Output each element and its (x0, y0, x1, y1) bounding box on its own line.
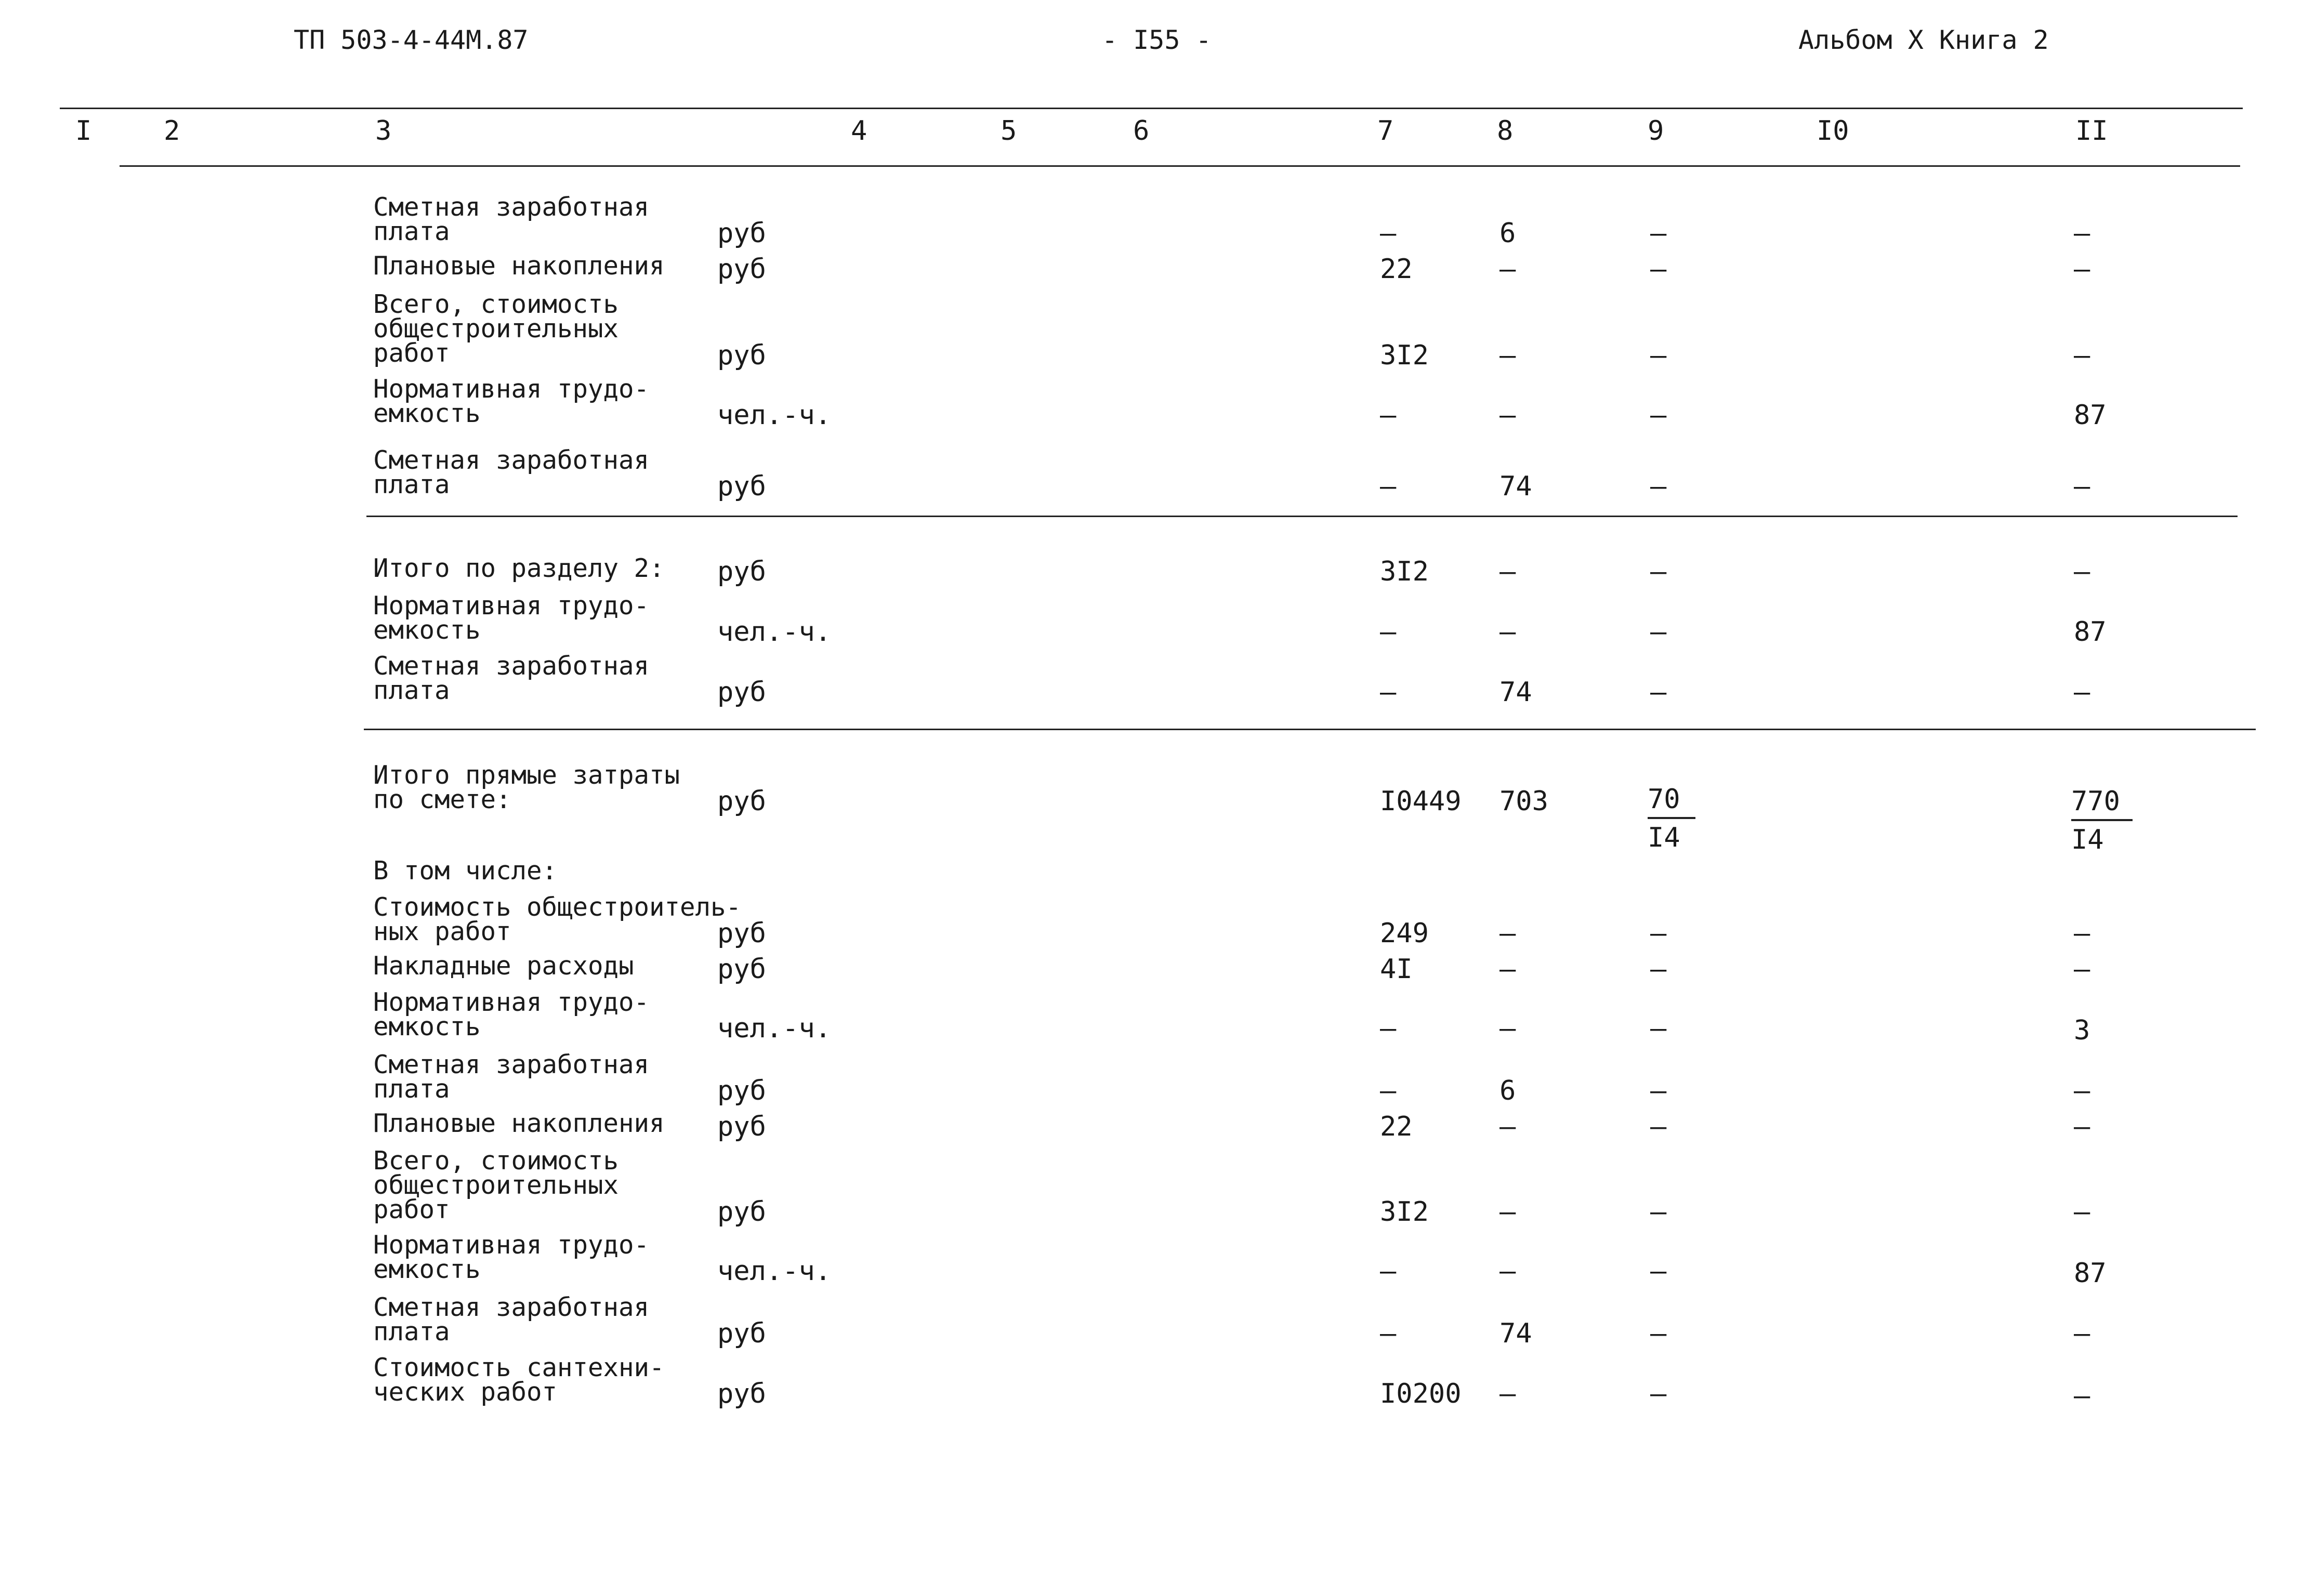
cell-col9: – (1650, 254, 1667, 285)
cell-col9: – (1650, 1111, 1667, 1142)
cell-col7: – (1380, 400, 1397, 431)
cell-col8: – (1499, 340, 1516, 371)
row-label: В том числе: (373, 856, 558, 886)
fraction-numerator: 70 (1648, 784, 1695, 819)
cell-col9: – (1650, 218, 1667, 249)
column-number: 3 (375, 115, 392, 147)
cell-col8: 74 (1499, 1318, 1532, 1349)
row-label: Всего, стоимость общестроительных работ (373, 1146, 619, 1224)
cell-col8: – (1499, 954, 1516, 985)
column-number: II (2075, 115, 2108, 147)
cell-col8: – (1499, 1111, 1516, 1142)
cell-col11: 87 (2074, 1258, 2107, 1289)
cell-col7: 3I2 (1380, 556, 1429, 587)
row-unit: чел.-ч. (717, 400, 832, 431)
row-label: Стоимость сантехни- ческих работ (373, 1353, 665, 1407)
cell-col9: – (1650, 1075, 1667, 1106)
cell-col11: – (2074, 1111, 2090, 1142)
cell-col7: I0449 (1380, 786, 1462, 817)
fraction-col9 (1648, 784, 1695, 853)
cell-col9: – (1650, 616, 1667, 648)
cell-col8: 74 (1499, 471, 1532, 502)
cell-col8: – (1499, 1378, 1516, 1409)
cell-col11: – (2074, 1196, 2090, 1228)
row-label: Сметная заработная плата (373, 1292, 650, 1347)
cell-col7: – (1380, 1256, 1397, 1287)
row-label: Нормативная трудо- емкость (373, 374, 650, 428)
column-number: 4 (851, 115, 867, 147)
cell-col8: 74 (1499, 677, 1532, 708)
column-number: I0 (1817, 115, 1849, 147)
row-unit: руб (717, 1378, 766, 1409)
cell-col7: – (1380, 471, 1397, 502)
cell-col9: – (1650, 471, 1667, 502)
cell-col11: 87 (2074, 616, 2107, 648)
row-label: Итого прямые затраты по смете: (373, 760, 680, 814)
row-label: Стоимость общестроитель- ных работ (373, 892, 742, 946)
cell-col7: – (1380, 677, 1397, 708)
cell-col8: – (1499, 1013, 1516, 1044)
section-divider (366, 516, 2238, 517)
cell-col11: 87 (2074, 400, 2107, 431)
row-unit: руб (717, 677, 766, 708)
cell-col9: – (1650, 954, 1667, 985)
cell-col8: – (1499, 616, 1516, 648)
row-label: Плановые накопления (373, 1109, 665, 1138)
cell-col7: 22 (1380, 1111, 1413, 1142)
row-unit: руб (717, 786, 766, 817)
cell-col7: – (1380, 1075, 1397, 1106)
cell-col7: 249 (1380, 918, 1429, 949)
row-label: Нормативная трудо- емкость (373, 1230, 650, 1284)
row-label: Сметная заработная плата (373, 445, 650, 499)
row-unit: руб (717, 1111, 766, 1142)
cell-col7: – (1380, 1013, 1397, 1044)
column-number: 7 (1377, 115, 1394, 147)
cell-col7: – (1380, 218, 1397, 249)
cell-col7: 4I (1380, 954, 1413, 985)
cell-col8: – (1499, 1256, 1516, 1287)
cell-col7: 3I2 (1380, 340, 1429, 371)
cell-col9: – (1650, 1318, 1667, 1349)
row-unit: чел.-ч. (717, 1013, 832, 1044)
row-unit: чел.-ч. (717, 1256, 832, 1287)
fraction-col11 (2071, 786, 2133, 855)
cell-col8: – (1499, 918, 1516, 949)
cell-col8: – (1499, 254, 1516, 285)
cell-col11: – (2074, 1318, 2090, 1349)
row-unit: руб (717, 218, 766, 249)
column-number: 8 (1497, 115, 1514, 147)
row-label: Сметная заработная плата (373, 651, 650, 705)
row-unit: руб (717, 1196, 766, 1228)
document-code: ТП 503-4-44М.87 (294, 25, 529, 55)
cell-col7: – (1380, 1318, 1397, 1349)
row-unit: руб (717, 918, 766, 949)
cell-col8: 6 (1499, 1075, 1516, 1106)
fraction-denominator: I4 (2071, 824, 2104, 855)
row-label: Всего, стоимость общестроительных работ (373, 289, 619, 368)
row-unit: руб (717, 254, 766, 285)
cell-col9: – (1650, 918, 1667, 949)
fraction-numerator: 770 (2071, 786, 2133, 821)
cell-col11: – (2074, 556, 2090, 587)
section-divider (364, 729, 2256, 730)
cell-col7: 3I2 (1380, 1196, 1429, 1228)
cell-col11: – (2074, 471, 2090, 502)
row-label: Итого по разделу 2: (373, 553, 665, 583)
cell-col9: – (1650, 1196, 1667, 1228)
cell-col7: I0200 (1380, 1378, 1462, 1409)
cell-col11: – (2074, 254, 2090, 285)
page-number: - I55 - (1102, 25, 1212, 55)
column-number: I (75, 115, 92, 147)
cell-col9: – (1650, 1256, 1667, 1287)
row-label: Сметная заработная плата (373, 192, 650, 246)
fraction-denominator: I4 (1648, 822, 1680, 853)
row-label: Нормативная трудо- емкость (373, 987, 650, 1041)
cell-col8: – (1499, 400, 1516, 431)
cell-col8: – (1499, 556, 1516, 587)
cell-col11: 3 (2074, 1015, 2090, 1046)
row-label: Сметная заработная плата (373, 1050, 650, 1104)
cell-col9: – (1650, 400, 1667, 431)
cell-col8: – (1499, 1196, 1516, 1228)
cell-col11: – (2074, 1380, 2090, 1412)
cell-col7: – (1380, 616, 1397, 648)
column-number: 9 (1648, 115, 1664, 147)
cell-col11: – (2074, 918, 2090, 949)
cell-col11: – (2074, 218, 2090, 249)
row-label: Плановые накопления (373, 251, 665, 281)
row-unit: руб (717, 954, 766, 985)
row-unit: чел.-ч. (717, 616, 832, 648)
row-label: Нормативная трудо- емкость (373, 591, 650, 645)
row-unit: руб (717, 340, 766, 371)
column-number: 5 (1001, 115, 1017, 147)
cell-col9: – (1650, 1013, 1667, 1044)
row-unit: руб (717, 471, 766, 502)
row-unit: руб (717, 556, 766, 587)
row-label: Накладные расходы (373, 951, 634, 981)
column-number: 2 (164, 115, 180, 147)
row-unit: руб (717, 1075, 766, 1106)
cell-col7: 22 (1380, 254, 1413, 285)
cell-col11: – (2074, 677, 2090, 708)
cell-col8: 703 (1499, 786, 1548, 817)
cell-col11: – (2074, 340, 2090, 371)
cell-col11: – (2074, 954, 2090, 985)
cell-col9: – (1650, 556, 1667, 587)
cell-col9: – (1650, 677, 1667, 708)
cell-col9: – (1650, 1378, 1667, 1409)
row-unit: руб (717, 1318, 766, 1349)
column-number: 6 (1133, 115, 1150, 147)
cell-col9: – (1650, 340, 1667, 371)
cell-col8: 6 (1499, 218, 1516, 249)
album-book-label: Альбом X Книга 2 (1798, 25, 2049, 55)
cell-col11: – (2074, 1075, 2090, 1106)
